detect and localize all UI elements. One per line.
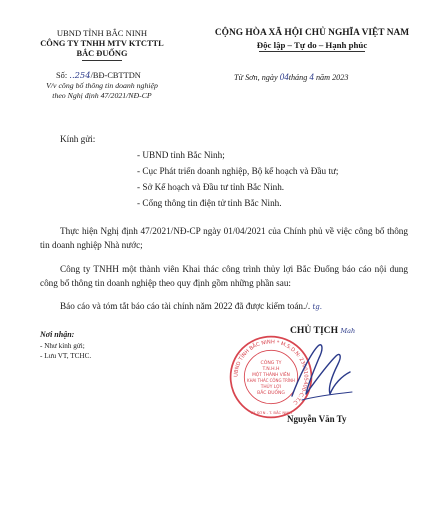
document-number-handwritten: ..254 [69, 70, 91, 80]
document-number-suffix: /BĐ-CBTTDN [90, 71, 141, 80]
org-name-cont: BẮC ĐUỐNG [76, 49, 128, 58]
body-paragraph-3 [60, 301, 420, 311]
body-paragraph-1 [40, 224, 408, 252]
title-initial: Mah [340, 327, 356, 335]
nation-motto: Độc lập – Tự do – Hạnh phúc [256, 40, 368, 50]
subject-line-2: theo Nghị định 47/2021/NĐ-CP [52, 91, 152, 100]
distribution-label: Nơi nhận: [40, 330, 75, 339]
date-prefix: Từ Sơn, ngày [234, 73, 280, 82]
handwritten-initial: tg. [312, 303, 322, 311]
distribution-item: - Lưu VT, TCHC. [40, 352, 92, 360]
recipient-item: - Sở Kế hoạch và Đầu tư tỉnh Bắc Ninh. [137, 182, 285, 192]
signer-title-text: CHỦ TỊCH [290, 325, 339, 336]
seal-center-line: CÔNG TY [260, 361, 282, 367]
body-paragraph-3-text: Báo cáo và tóm tắt báo cáo tài chính năm 2022 đã được kiểm toán./. [60, 301, 311, 311]
body-paragraph-2-text: Công ty TNHH một thành viên Khai thác công trình thủy lợi Bắc Đuống báo cáo nội dung công bố thông tin doanh nghiệp theo quy định gồm những phần sau: [40, 264, 408, 288]
date-month: 4 [309, 72, 314, 82]
handwritten-signature [272, 334, 362, 414]
recipient-item: - UBND tỉnh Bắc Ninh; [137, 150, 225, 160]
seal-ring-text: UBND TỈNH BẮC NINH * M.S.D.N: 2300105400-C.T.C [233, 339, 309, 406]
recipients-label: Kính gửi: [60, 134, 96, 144]
distribution-item: - Như kính gửi; [40, 342, 85, 350]
recipient-item: - Cục Phát triển doanh nghiệp, Bộ kế hoạch và Đầu tư; [137, 166, 339, 176]
org-underline [82, 60, 122, 61]
nation-title: CỘNG HÒA XÃ HỘI CHỦ NGHĨA VIỆT NAM [214, 28, 410, 38]
date-day: 04 [279, 72, 289, 82]
date-middle: tháng [288, 73, 310, 82]
org-parent: UBND TỈNH BẮC NINH [56, 28, 148, 38]
seal-center-line: KHAI THÁC CÔNG TRÌNH [247, 378, 295, 384]
recipient-item: - Cổng thông tin điện tử tỉnh Bắc Ninh. [137, 198, 282, 208]
body-paragraph-2 [40, 262, 408, 290]
date-line [234, 72, 348, 82]
body-paragraph-1-text: Thực hiện Nghị định 47/2021/NĐ-CP ngày 01/04/2021 của Chính phủ về việc công bố thông tin doanh nghiệp Nhà nước; [40, 226, 408, 250]
date-suffix: năm 2023 [313, 73, 349, 82]
signer-name: Nguyễn Văn Ty [287, 414, 347, 424]
seal-center-line: MỘT THÀNH VIÊN [252, 373, 290, 379]
motto-underline [259, 51, 365, 52]
document-number-prefix: Số: [56, 71, 70, 80]
subject-line-1: V/v công bố thông tin doanh nghiệp [46, 81, 158, 90]
seal-center-line: THỦY LỢI [260, 385, 282, 391]
org-name: CÔNG TY TNHH MTV KTCTTL [40, 39, 164, 48]
document-number [56, 70, 141, 80]
seal-bottom-text: TỪ SƠN - T. BẮC NINH [250, 409, 292, 415]
seal-center-line: T.N.H.H [262, 367, 280, 373]
seal-center-line: BẮC ĐUỐNG [257, 391, 285, 397]
